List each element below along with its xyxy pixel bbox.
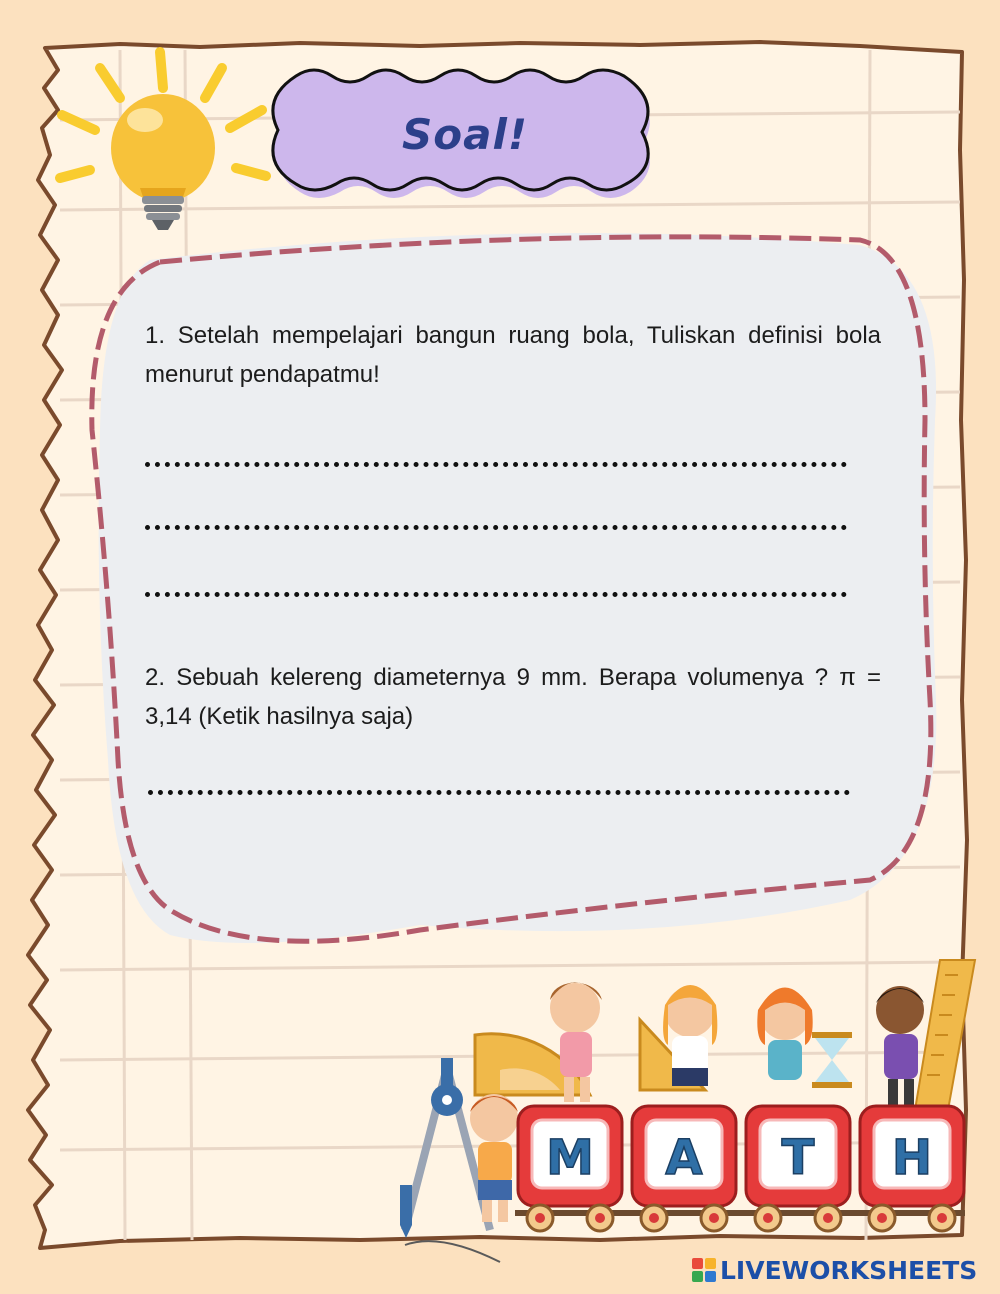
liveworksheets-logo-mark (692, 1258, 716, 1282)
train-letter: A (665, 1130, 703, 1186)
train-letter: H (891, 1130, 933, 1186)
page-title: Soal! (402, 110, 528, 159)
question-2-answer-field[interactable] (148, 755, 854, 791)
question-1-text: 1. Setelah mempelajari bangun ruang bola, Tuliskan definisi bola menurut pendapatmu! (145, 322, 881, 388)
question-1-answer-field[interactable] (145, 428, 851, 595)
train-letter: T (781, 1130, 815, 1186)
liveworksheets-logo[interactable] (692, 1255, 977, 1285)
question-2-text: 2. Sebuah kelereng diameternya 9 mm. Berapa volumenya ? π = 3,14 (Ketik hasilnya saja) (145, 664, 881, 730)
liveworksheets-logo-text: LIVEWORKSHEETS (720, 1255, 978, 1285)
train-letter: M (546, 1130, 594, 1186)
